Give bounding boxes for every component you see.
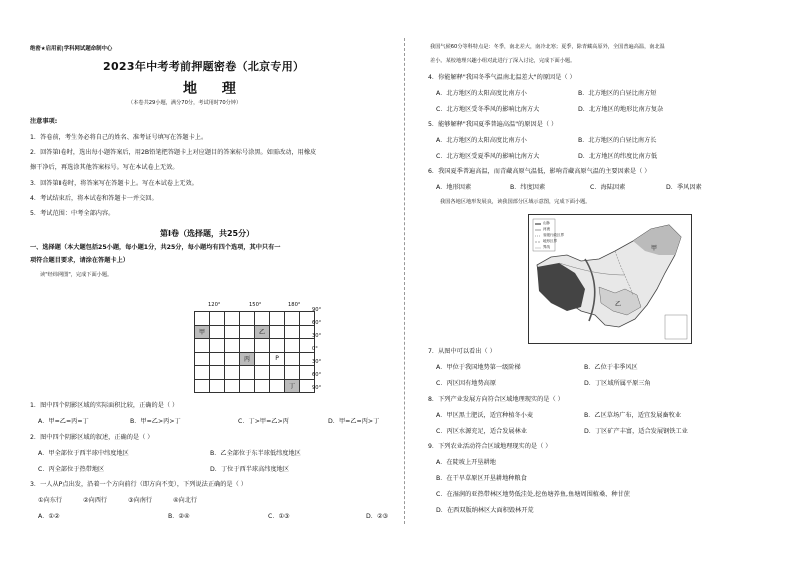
exam-info: （本卷共29小题，满分70分，考试用时70分钟）	[128, 100, 242, 106]
question-option: B．乙位于非季风区	[584, 364, 638, 371]
legend-item: 地形区界	[543, 239, 557, 243]
question-option: C．丙区水源充足，适合发展林业	[436, 428, 527, 435]
map-label-jia: 甲	[651, 245, 658, 252]
question-option: A．北方地区的太阳高度比南方小	[436, 90, 527, 97]
seal-text: 绝密★启用前|学科网试题命制中心	[30, 46, 113, 52]
question-option: A．甲全部位于西半球中纬度地区	[38, 450, 129, 457]
question-option: D．丁区域所属平原三角	[584, 380, 651, 387]
question-option: C．丁>甲=乙>丙	[238, 418, 289, 425]
question-option: B．②④	[168, 513, 190, 520]
part1-instruction: 一、选择题（本大题包括25小题，每小题1分，共25分，每小题均有四个选项，其中只有一	[30, 244, 281, 251]
question-stem: 3．一人从P点出发，沿着一个方向前行（即方向不变），下列说法正确的是（ ）	[30, 481, 247, 488]
note-line: 3．回答第Ⅱ卷时，将答案写在答题卡上。写在本试卷上无效。	[30, 180, 198, 187]
grid-right-label: 60°	[312, 320, 322, 326]
cell-jia: 甲	[195, 325, 210, 339]
question-option: A．甲位于我国地势第一级阶梯	[436, 364, 521, 371]
note-line: 2．回答第Ⅰ卷时，选出每小题答案后，用2B铅笔把答题卡上对应题目的答案标号涂黑。如需改动，用橡皮	[30, 149, 317, 156]
question-sub: ②向西行	[83, 497, 108, 504]
question-option: B．甲=乙>丙>丁	[130, 418, 181, 425]
cell-p: P	[270, 352, 285, 366]
question-option: B．乙区草场广布，适宜发展畜牧业	[584, 412, 682, 419]
note-line: 擦干净后，再选涂其他答案标号。写在本试卷上无效。	[30, 164, 179, 171]
question-stem: 1．图中四个阴影区域的实际面积比较，正确的是（ ）	[30, 402, 179, 409]
grid-right-label: 60°	[312, 372, 322, 378]
question-option: C．①③	[268, 513, 290, 520]
lat-long-grid	[194, 311, 315, 393]
question-option: C．北方地区受夏季风的影响比南方大	[436, 153, 540, 160]
question-sub: ④向北行	[173, 497, 198, 504]
question-option: C．丙全部位于热带地区	[38, 466, 105, 473]
cell-ding: 丁	[285, 379, 300, 393]
question-option: D．北方地区的地形比南方复杂	[578, 106, 664, 113]
question-stem: 6．我国夏季普遍高温，而青藏高原气温低，影响青藏高原气温的主要因素是（ ）	[428, 168, 651, 175]
notes-heading: 注意事项:	[30, 118, 58, 125]
question-option: C．丙区因有地势高原	[436, 380, 497, 387]
legend-item: 河流	[543, 227, 550, 231]
question-stem: 5．能够解释"我国夏季普遍高温"的原因是（ ）	[428, 121, 558, 128]
question-option: C．在湿润的亚热带林区地势低洼处,挖鱼塘养鱼,鱼塘周围植桑、种甘蔗	[436, 491, 630, 498]
grid-top-label: 180°	[288, 302, 301, 308]
question-option: A．地形因素	[436, 184, 472, 191]
question-option: D．季风因素	[666, 184, 702, 191]
question-option: D．在西双版纳林区大面积毁林开荒	[436, 507, 534, 514]
question-option: A．①②	[38, 513, 60, 520]
question-stem: 4．你能解释"我国冬季气温南北温差大"的原因是（ ）	[428, 74, 576, 81]
context-text: 差小。某校地理兴趣小组对此进行了深入讨论，完成下面小题。	[430, 58, 576, 64]
legend-item: 省级行政区界	[543, 233, 564, 237]
question-option: D．丁位于西半球高纬度地区	[210, 466, 290, 473]
map-legend	[543, 220, 564, 250]
grid-right-label: 90°	[312, 385, 322, 391]
map-label-yi: 乙	[615, 301, 622, 308]
grid-intro: 读"经纬网图"，完成下面小题。	[40, 272, 113, 278]
cell-yi: 乙	[255, 325, 270, 339]
question-option: D．北方地区的纬度比南方低	[578, 153, 658, 160]
note-line: 4．考试结束后，将本试卷和答题卡一并交回。	[30, 195, 158, 202]
question-sub: ①向东行	[38, 497, 63, 504]
legend-item: 山脉	[543, 221, 550, 225]
question-stem: 2．图中四个阴影区域的叙述，正确的是（ ）	[30, 434, 154, 441]
context-text: 我国气候60分等科特点是：冬季，南北差大，南冷北寒；夏季，除青藏高原外，全国普遍高温，南北温	[430, 44, 665, 50]
question-option: B．在干旱草原区开垦耕地种粮食	[436, 475, 527, 482]
question-option: B．纬度因素	[510, 184, 546, 191]
question-option: A．甲=乙=丙=丁	[38, 418, 89, 425]
grid-right-label: 30°	[312, 333, 322, 339]
question-stem: 7．从图中可以看出（ ）	[428, 348, 496, 355]
question-option: A．在陡坡上开垦耕地	[436, 459, 496, 466]
question-stem: 8．下列产业发展方向符合区域地理现实的是（ ）	[428, 396, 564, 403]
grid-right-label: 90°	[312, 307, 322, 313]
question-option: B．北方地区的白昼比南方短	[578, 90, 657, 97]
column-divider	[404, 38, 405, 524]
question-option: A．北方地区的太阳高度比南方小	[436, 137, 527, 144]
question-sub: ③向南行	[128, 497, 153, 504]
note-line: 5．考试范围：中考全部内容。	[30, 210, 115, 217]
grid-right-label: 30°	[312, 359, 322, 365]
question-option: A．甲区黑土肥沃，适宜种植冬小麦	[436, 412, 534, 419]
question-option: C．海陆因素	[590, 184, 626, 191]
part1-title: 第Ⅰ卷（选择题，共25分）	[160, 229, 255, 238]
grid-top-label: 120°	[208, 302, 221, 308]
question-option: D．甲=乙=丙>丁	[328, 418, 380, 425]
legend-item: 界线	[543, 245, 550, 249]
grid-right-label: 0°	[312, 346, 318, 352]
question-stem: 9．下列农业活动符合区域地理现实的是（ ）	[428, 443, 552, 450]
cell-bing: 丙	[240, 352, 255, 366]
grid-top-label: 150°	[249, 302, 262, 308]
region-map	[528, 214, 692, 344]
subject-title: 地 理	[183, 81, 246, 97]
question-option: B．北方地区的白昼比南方长	[578, 137, 657, 144]
part1-instruction: 项符合题目要求，请涂在答题卡上）	[30, 257, 129, 264]
question-option: D．②③	[366, 513, 389, 520]
question-option: D．丁区矿产丰富，适合发展钢铁工业	[584, 428, 688, 435]
question-option: B．乙全部位于东半球低纬度地区	[210, 450, 301, 457]
map-intro: 我国各地区地形发展良，读我国部分区域示意图，完成下面小题。	[440, 199, 591, 205]
exam-title: 2023年中考考前押题密卷（北京专用）	[103, 60, 305, 73]
note-line: 1．答卷前，考生务必将自己的姓名、准考证号填写在答题卡上。	[30, 134, 208, 141]
question-option: C．北方地区受冬季风的影响比南方大	[436, 106, 540, 113]
